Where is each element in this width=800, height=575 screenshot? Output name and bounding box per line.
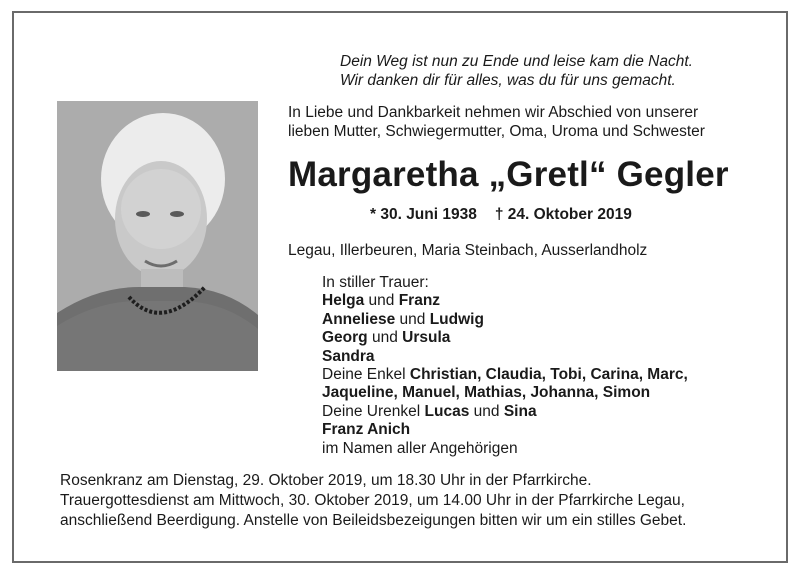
burial-info: anschließend Beerdigung. Anstelle von Beileidsbezeigungen bitten wir um ein stilles Gebet. xyxy=(60,512,687,529)
mourners-list xyxy=(322,274,688,458)
mourners-heading: In stiller Trauer: xyxy=(322,274,429,291)
mourner-entry: Franz Anich xyxy=(322,421,411,439)
funeral-info: Trauergottesdienst am Mittwoch, 30. Oktober 2019, um 14.00 Uhr in der Pfarrkirche Legau, xyxy=(60,492,685,509)
death-date: † 24. Oktober 2019 xyxy=(494,206,632,223)
mourner-entry: Helga und Franz xyxy=(322,292,441,310)
life-dates xyxy=(370,206,632,224)
mourner-entry: Georg und Ursula xyxy=(322,329,451,347)
rosary-info: Rosenkranz am Dienstag, 29. Oktober 2019, um 18.30 Uhr in der Pfarrkirche. xyxy=(60,472,592,489)
memorial-verse xyxy=(340,52,760,90)
mourners-closing: im Namen aller Angehörigen xyxy=(322,439,518,457)
intro-line: lieben Mutter, Schwiegermutter, Oma, Uroma und Schwester xyxy=(288,123,705,140)
intro-line: In Liebe und Dankbarkeit nehmen wir Abschied von unserer xyxy=(288,104,699,121)
verse-line: Dein Weg ist nun zu Ende und leise kam die Nacht. xyxy=(340,53,693,70)
portrait-image xyxy=(57,101,258,371)
birth-date: * 30. Juni 1938 xyxy=(370,206,477,223)
verse-line: Wir danken dir für alles, was du für uns gemacht. xyxy=(340,72,676,89)
portrait-photo xyxy=(57,101,258,371)
grandchildren-entry: Deine Enkel Christian, Claudia, Tobi, Carina, Marc, xyxy=(322,366,688,384)
deceased-name: Margaretha „Gretl“ Gegler xyxy=(288,155,729,194)
places-line: Legau, Illerbeuren, Maria Steinbach, Ausserlandholz xyxy=(288,242,648,259)
mourner-entry: Sandra xyxy=(322,347,375,365)
great-grandchildren-entry: Deine Urenkel Lucas und Sina xyxy=(322,402,537,420)
intro-text xyxy=(288,103,758,141)
grandchildren-entry: Jaqueline, Manuel, Mathias, Johanna, Simon xyxy=(322,384,651,402)
mourner-entry: Anneliese und Ludwig xyxy=(322,310,484,328)
service-info xyxy=(60,471,760,531)
